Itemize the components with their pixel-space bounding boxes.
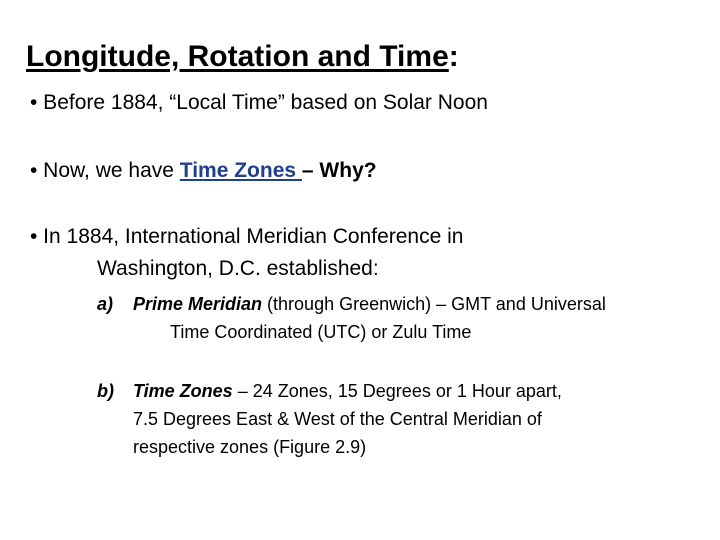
bullet-time-zones-suffix: – Why? — [301, 159, 377, 182]
bullet-local-time: • Before 1884, “Local Time” based on Solar Noon — [30, 91, 488, 114]
bullet-conference-line2: Washington, D.C. established: — [97, 257, 379, 280]
prime-meridian-text1: (through Greenwich) – GMT and Universal — [262, 294, 606, 314]
slide-title — [26, 40, 459, 75]
title-text: Longitude, Rotation and Time — [26, 40, 449, 73]
bullet-time-zones — [30, 158, 377, 183]
subitem-time-zones — [97, 381, 562, 403]
time-zones-term: Time Zones — [133, 381, 233, 401]
subitem-b-marker: b) — [97, 381, 114, 401]
time-zones-link[interactable]: Time Zones — [179, 159, 302, 182]
subitem-prime-meridian — [97, 294, 606, 316]
subitem-a-marker: a) — [97, 294, 114, 314]
time-zones-text3: respective zones (Figure 2.9) — [133, 437, 367, 457]
bullet-time-zones-prefix: • Now, we have — [30, 159, 180, 182]
bullet-conference-line1: • In 1884, International Meridian Conference in — [30, 225, 464, 248]
prime-meridian-text2: Time Coordinated (UTC) or Zulu Time — [170, 322, 472, 342]
title-colon: : — [448, 40, 459, 73]
prime-meridian-term: Prime Meridian — [133, 294, 263, 314]
time-zones-text1: – 24 Zones, 15 Degrees or 1 Hour apart, — [232, 381, 562, 401]
time-zones-text2: 7.5 Degrees East & West of the Central Meridian of — [133, 409, 542, 429]
